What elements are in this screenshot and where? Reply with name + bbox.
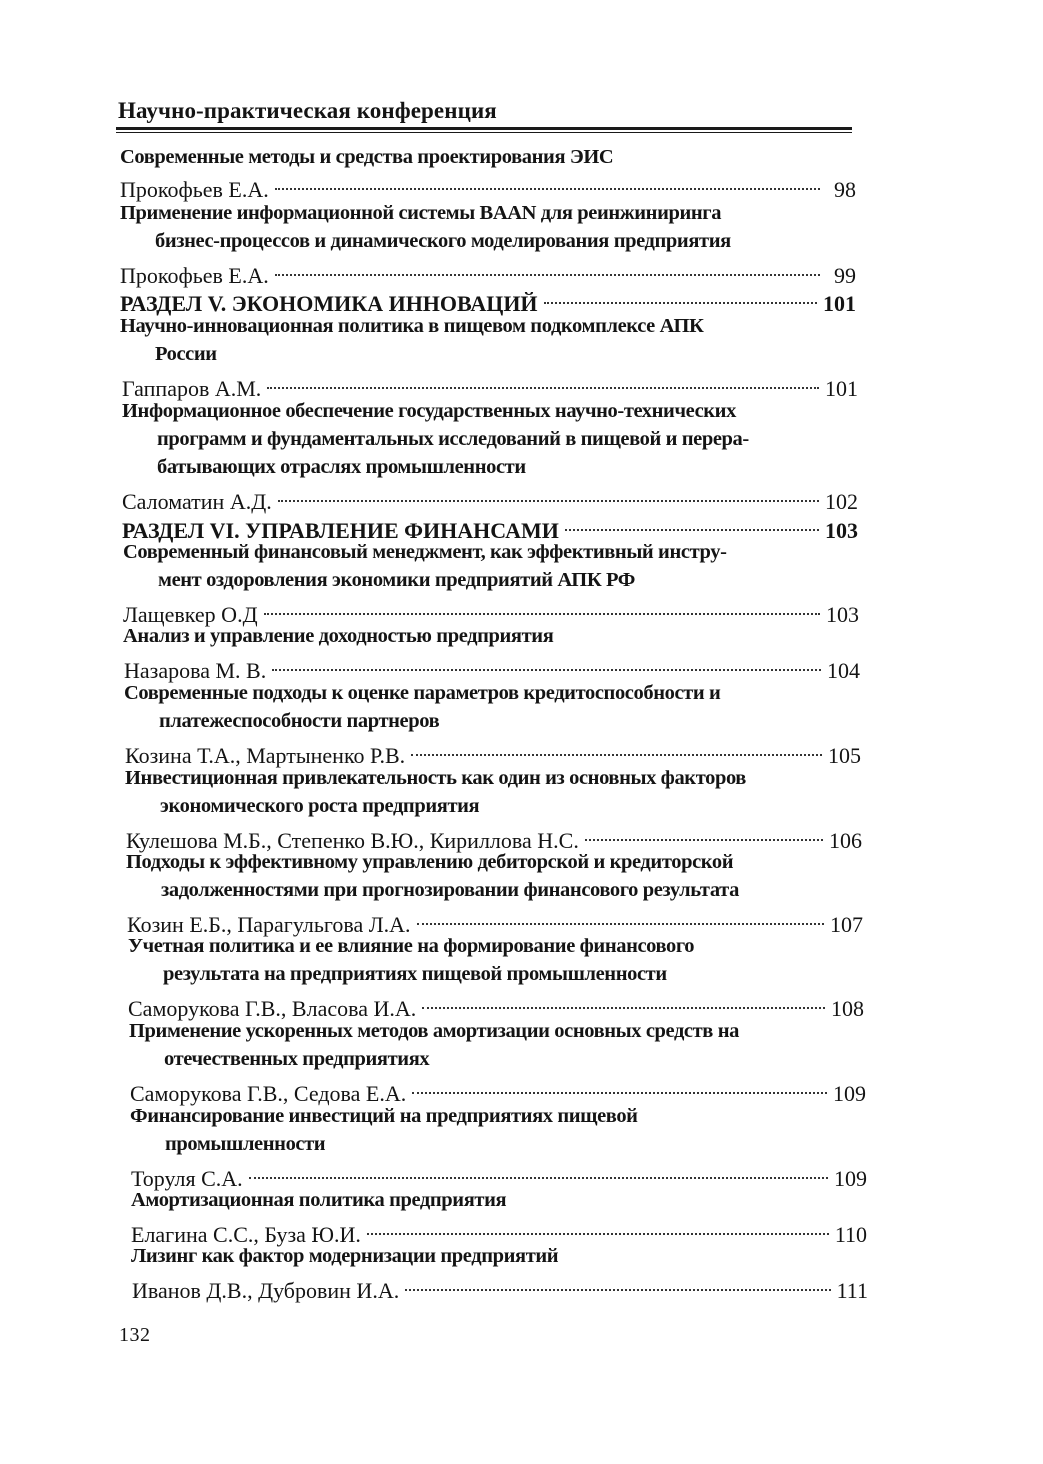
- dot-leader: [267, 368, 819, 396]
- toc-page-number: 101: [825, 376, 858, 401]
- toc-page-number: 104: [827, 658, 860, 683]
- author-names: Козина Т.А., Мартыненко Р.В.: [125, 743, 406, 768]
- dot-leader: [412, 1073, 827, 1101]
- toc-article-title: Применение информационной системы BAAN для реинжиниринга: [120, 202, 722, 224]
- dot-leader: [275, 169, 820, 197]
- toc-page-number: 98: [834, 177, 856, 202]
- toc-page-number: 103: [825, 518, 858, 543]
- toc-page-number: 111: [836, 1278, 868, 1303]
- toc-entry: [123, 594, 859, 627]
- dot-leader: [249, 1158, 828, 1186]
- toc-page-number: 101: [823, 291, 856, 316]
- author-names: Прокофьев Е.А.: [120, 263, 269, 288]
- dot-leader: [272, 650, 821, 678]
- page-number: 132: [119, 1324, 151, 1346]
- author-names: Прокофьев Е.А.: [120, 177, 269, 202]
- toc-article-title: Подходы к эффективному управлению дебиторской и кредиторской: [126, 851, 734, 873]
- toc-article-title: Современные методы и средства проектирования ЭИС: [120, 146, 614, 168]
- toc-section-heading: [120, 283, 856, 316]
- author-names: Назарова М. В.: [124, 658, 267, 683]
- section-title: РАЗДЕЛ V. ЭКОНОМИКА ИННОВАЦИЙ: [120, 291, 538, 316]
- toc-page-number: 110: [834, 1222, 867, 1247]
- toc-page-number: 107: [830, 912, 863, 937]
- toc-page-number: 108: [831, 996, 864, 1021]
- toc-article-title: Современный финансовый менеджмент, как эффективный инстру-: [123, 541, 727, 563]
- author-names: Гаппаров А.М.: [122, 376, 262, 401]
- toc-page-number: 106: [829, 828, 862, 853]
- toc-title-continuation: промышленности: [165, 1133, 326, 1155]
- dot-leader: [367, 1214, 829, 1242]
- toc-article-title: Современные подходы к оценке параметров кредитоспособности и: [124, 682, 721, 704]
- dot-leader: [585, 820, 823, 848]
- toc-article-title: Инвестиционная привлекательность как один из основных факторов: [125, 767, 746, 789]
- toc-title-continuation: экономического роста предприятия: [160, 795, 480, 817]
- toc-entry: [120, 255, 856, 288]
- toc-entry: [126, 820, 862, 853]
- toc-title-continuation: программ и фундаментальных исследований в пищевой и перера-: [157, 428, 749, 450]
- toc-title-continuation: платежеспособности партнеров: [159, 710, 440, 732]
- dot-leader: [278, 481, 819, 509]
- toc-article-title: Лизинг как фактор модернизации предприятий: [131, 1245, 559, 1267]
- dot-leader: [417, 904, 824, 932]
- toc-article-title: Учетная политика и ее влияние на формирование финансового: [128, 935, 695, 957]
- author-names: Саморукова Г.В., Власова И.А.: [128, 996, 417, 1021]
- toc-title-continuation: задолженностями при прогнозировании финансового результата: [161, 879, 739, 901]
- toc-article-title: Информационное обеспечение государственных научно-технических: [122, 400, 736, 422]
- toc-page-number: 105: [828, 743, 861, 768]
- toc-entry: [127, 904, 863, 937]
- toc-title-continuation: России: [155, 343, 217, 365]
- toc-title-continuation: результата на предприятиях пищевой промышленности: [163, 963, 667, 985]
- toc-article-title: Финансирование инвестиций на предприятиях пищевой: [130, 1105, 638, 1127]
- author-names: Кулешова М.Б., Степенко В.Ю., Кириллова Н.С.: [126, 828, 579, 853]
- dot-leader: [544, 283, 817, 311]
- toc-title-continuation: бизнес-процессов и динамического моделирования предприятия: [155, 230, 731, 252]
- toc-title-continuation: батывающих отраслях промышленности: [157, 456, 526, 478]
- author-names: Козин Е.Б., Парагульгова Л.А.: [127, 912, 411, 937]
- toc-article-title: Применение ускоренных методов амортизации основных средств на: [129, 1020, 739, 1042]
- author-names: Торуля С.А.: [131, 1166, 243, 1191]
- toc-article-title: Амортизационная политика предприятия: [131, 1189, 507, 1211]
- author-names: Саморукова Г.В., Седова Е.А.: [130, 1081, 407, 1106]
- toc-entry: [128, 988, 864, 1021]
- dot-leader: [405, 1270, 830, 1298]
- toc-entry: [125, 735, 861, 768]
- toc-page-number: 99: [834, 263, 856, 288]
- dot-leader: [264, 594, 820, 622]
- dot-leader: [275, 255, 820, 283]
- toc-title-continuation: мент оздоровления экономики предприятий АПК РФ: [158, 569, 635, 591]
- section-title: РАЗДЕЛ VI. УПРАВЛЕНИЕ ФИНАНСАМИ: [122, 518, 559, 543]
- toc-article-title: Анализ и управление доходностью предприятия: [123, 625, 554, 647]
- toc-entry: [124, 650, 860, 683]
- toc-page-number: 103: [826, 602, 859, 627]
- toc-article-title: Научно-инновационная политика в пищевом подкомплексе АПК: [120, 315, 704, 337]
- toc-entry: [122, 481, 858, 514]
- dot-leader: [422, 988, 825, 1016]
- toc-entry: [131, 1214, 867, 1247]
- dot-leader: [565, 510, 819, 538]
- toc-section-heading: [122, 510, 858, 543]
- toc-entry: [132, 1270, 868, 1303]
- toc-entry: [122, 368, 858, 401]
- toc-page-number: 109: [834, 1166, 867, 1191]
- author-names: Елагина С.С., Буза Ю.И.: [131, 1222, 361, 1247]
- running-header: Научно-практическая конференция: [118, 98, 497, 123]
- toc-entry: [120, 169, 856, 202]
- author-names: Иванов Д.В., Дубровин И.А.: [132, 1278, 400, 1303]
- author-names: Саломатин А.Д.: [122, 489, 272, 514]
- dot-leader: [411, 735, 822, 763]
- toc-entry: [131, 1158, 867, 1191]
- author-names: Лащевкер О.Д: [123, 602, 258, 627]
- toc-entry: [130, 1073, 866, 1106]
- toc-page-number: 102: [825, 489, 858, 514]
- toc-page-number: 109: [833, 1081, 866, 1106]
- toc-title-continuation: отечественных предприятиях: [164, 1048, 430, 1070]
